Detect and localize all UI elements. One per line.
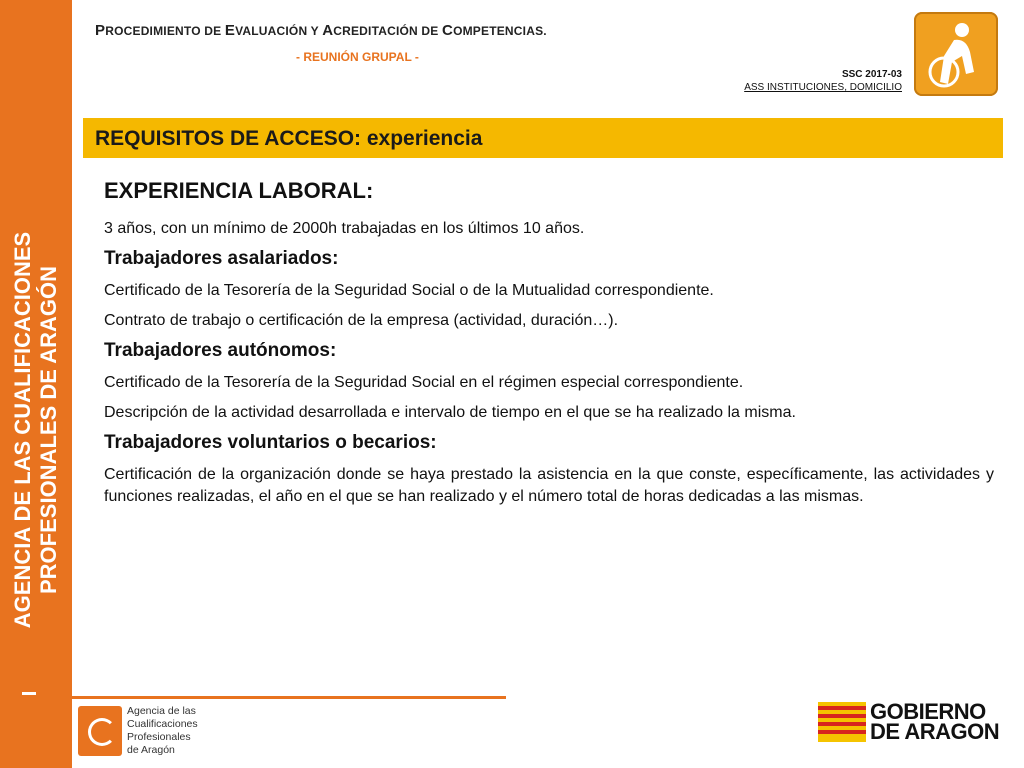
section-title: REQUISITOS DE ACCESO: experiencia bbox=[95, 127, 483, 150]
header-title bbox=[95, 22, 547, 39]
voluntarios-heading: Trabajadores voluntarios o becarios: bbox=[104, 432, 437, 453]
header-title-part: CREDITACIÓN DE bbox=[333, 24, 443, 38]
header-title-part: P bbox=[95, 22, 106, 39]
sidebar-title bbox=[10, 170, 62, 690]
header-subtitle: - REUNIÓN GRUPAL - bbox=[296, 50, 419, 64]
footer-divider bbox=[72, 696, 506, 699]
aragon-flag-icon bbox=[818, 702, 866, 742]
asalariados-heading: Trabajadores asalariados: bbox=[104, 248, 339, 269]
course-code: SSC 2017-03 bbox=[841, 69, 902, 80]
sidebar-line-1: AGENCIA DE LAS CUALIFICACIONES bbox=[10, 231, 35, 629]
agency-logo-ring bbox=[88, 718, 116, 746]
autonomos-text-2: Descripción de la actividad desarrollada e intervalo de tiempo en el que se ha realizado la misma. bbox=[104, 404, 796, 421]
agency-line-2: Cualificaciones bbox=[127, 718, 198, 730]
agency-line-3: Profesionales bbox=[127, 731, 191, 743]
header-title-part: A bbox=[322, 22, 334, 39]
header-title-part: VALUACIÓN Y bbox=[235, 24, 323, 38]
header-title-part: C bbox=[442, 22, 454, 39]
asalariados-text-1: Certificado de la Tesorería de la Seguridad Social o de la Mutualidad correspondiente. bbox=[104, 282, 714, 299]
autonomos-heading: Trabajadores autónomos: bbox=[104, 340, 337, 361]
asalariados-text-2: Contrato de trabajo o certificación de la empresa (actividad, duración…). bbox=[104, 312, 619, 329]
sidebar-divider bbox=[22, 692, 36, 695]
header-title-part: OMPETENCIAS. bbox=[453, 24, 547, 38]
program-logo-icon bbox=[914, 12, 998, 96]
course-code-box bbox=[744, 68, 902, 94]
content-heading: EXPERIENCIA LABORAL: bbox=[104, 178, 374, 203]
gov-line-1: GOBIERNO bbox=[870, 699, 986, 724]
agency-line-1: Agencia de las bbox=[127, 705, 196, 717]
header-title-part: ROCEDIMIENTO DE bbox=[105, 24, 225, 38]
section-banner bbox=[83, 118, 1003, 158]
course-description: ASS INSTITUCIONES, DOMICILIO bbox=[744, 82, 902, 93]
sidebar bbox=[0, 0, 72, 768]
intro-text: 3 años, con un mínimo de 2000h trabajadas en los últimos 10 años. bbox=[104, 220, 585, 237]
gov-line-2: DE ARAGON bbox=[870, 719, 1000, 744]
autonomos-text-1: Certificado de la Tesorería de la Seguridad Social en el régimen especial correspondiente. bbox=[104, 374, 744, 391]
agency-line-4: de Aragón bbox=[127, 744, 175, 756]
sidebar-line-2: PROFESIONALES DE ARAGÓN bbox=[36, 266, 61, 594]
agency-name bbox=[127, 705, 198, 757]
government-logo-text bbox=[870, 699, 1000, 744]
header-title-part: E bbox=[224, 22, 236, 39]
main-content bbox=[104, 178, 994, 516]
voluntarios-text-1: Certificación de la organización donde se haya prestado la asistencia en la que conste, específicamente, las actividades y funciones realizadas, el año en el que se han realizado y el número total de horas dedicadas a las mismas. bbox=[104, 466, 994, 505]
agency-logo-icon bbox=[78, 706, 122, 756]
